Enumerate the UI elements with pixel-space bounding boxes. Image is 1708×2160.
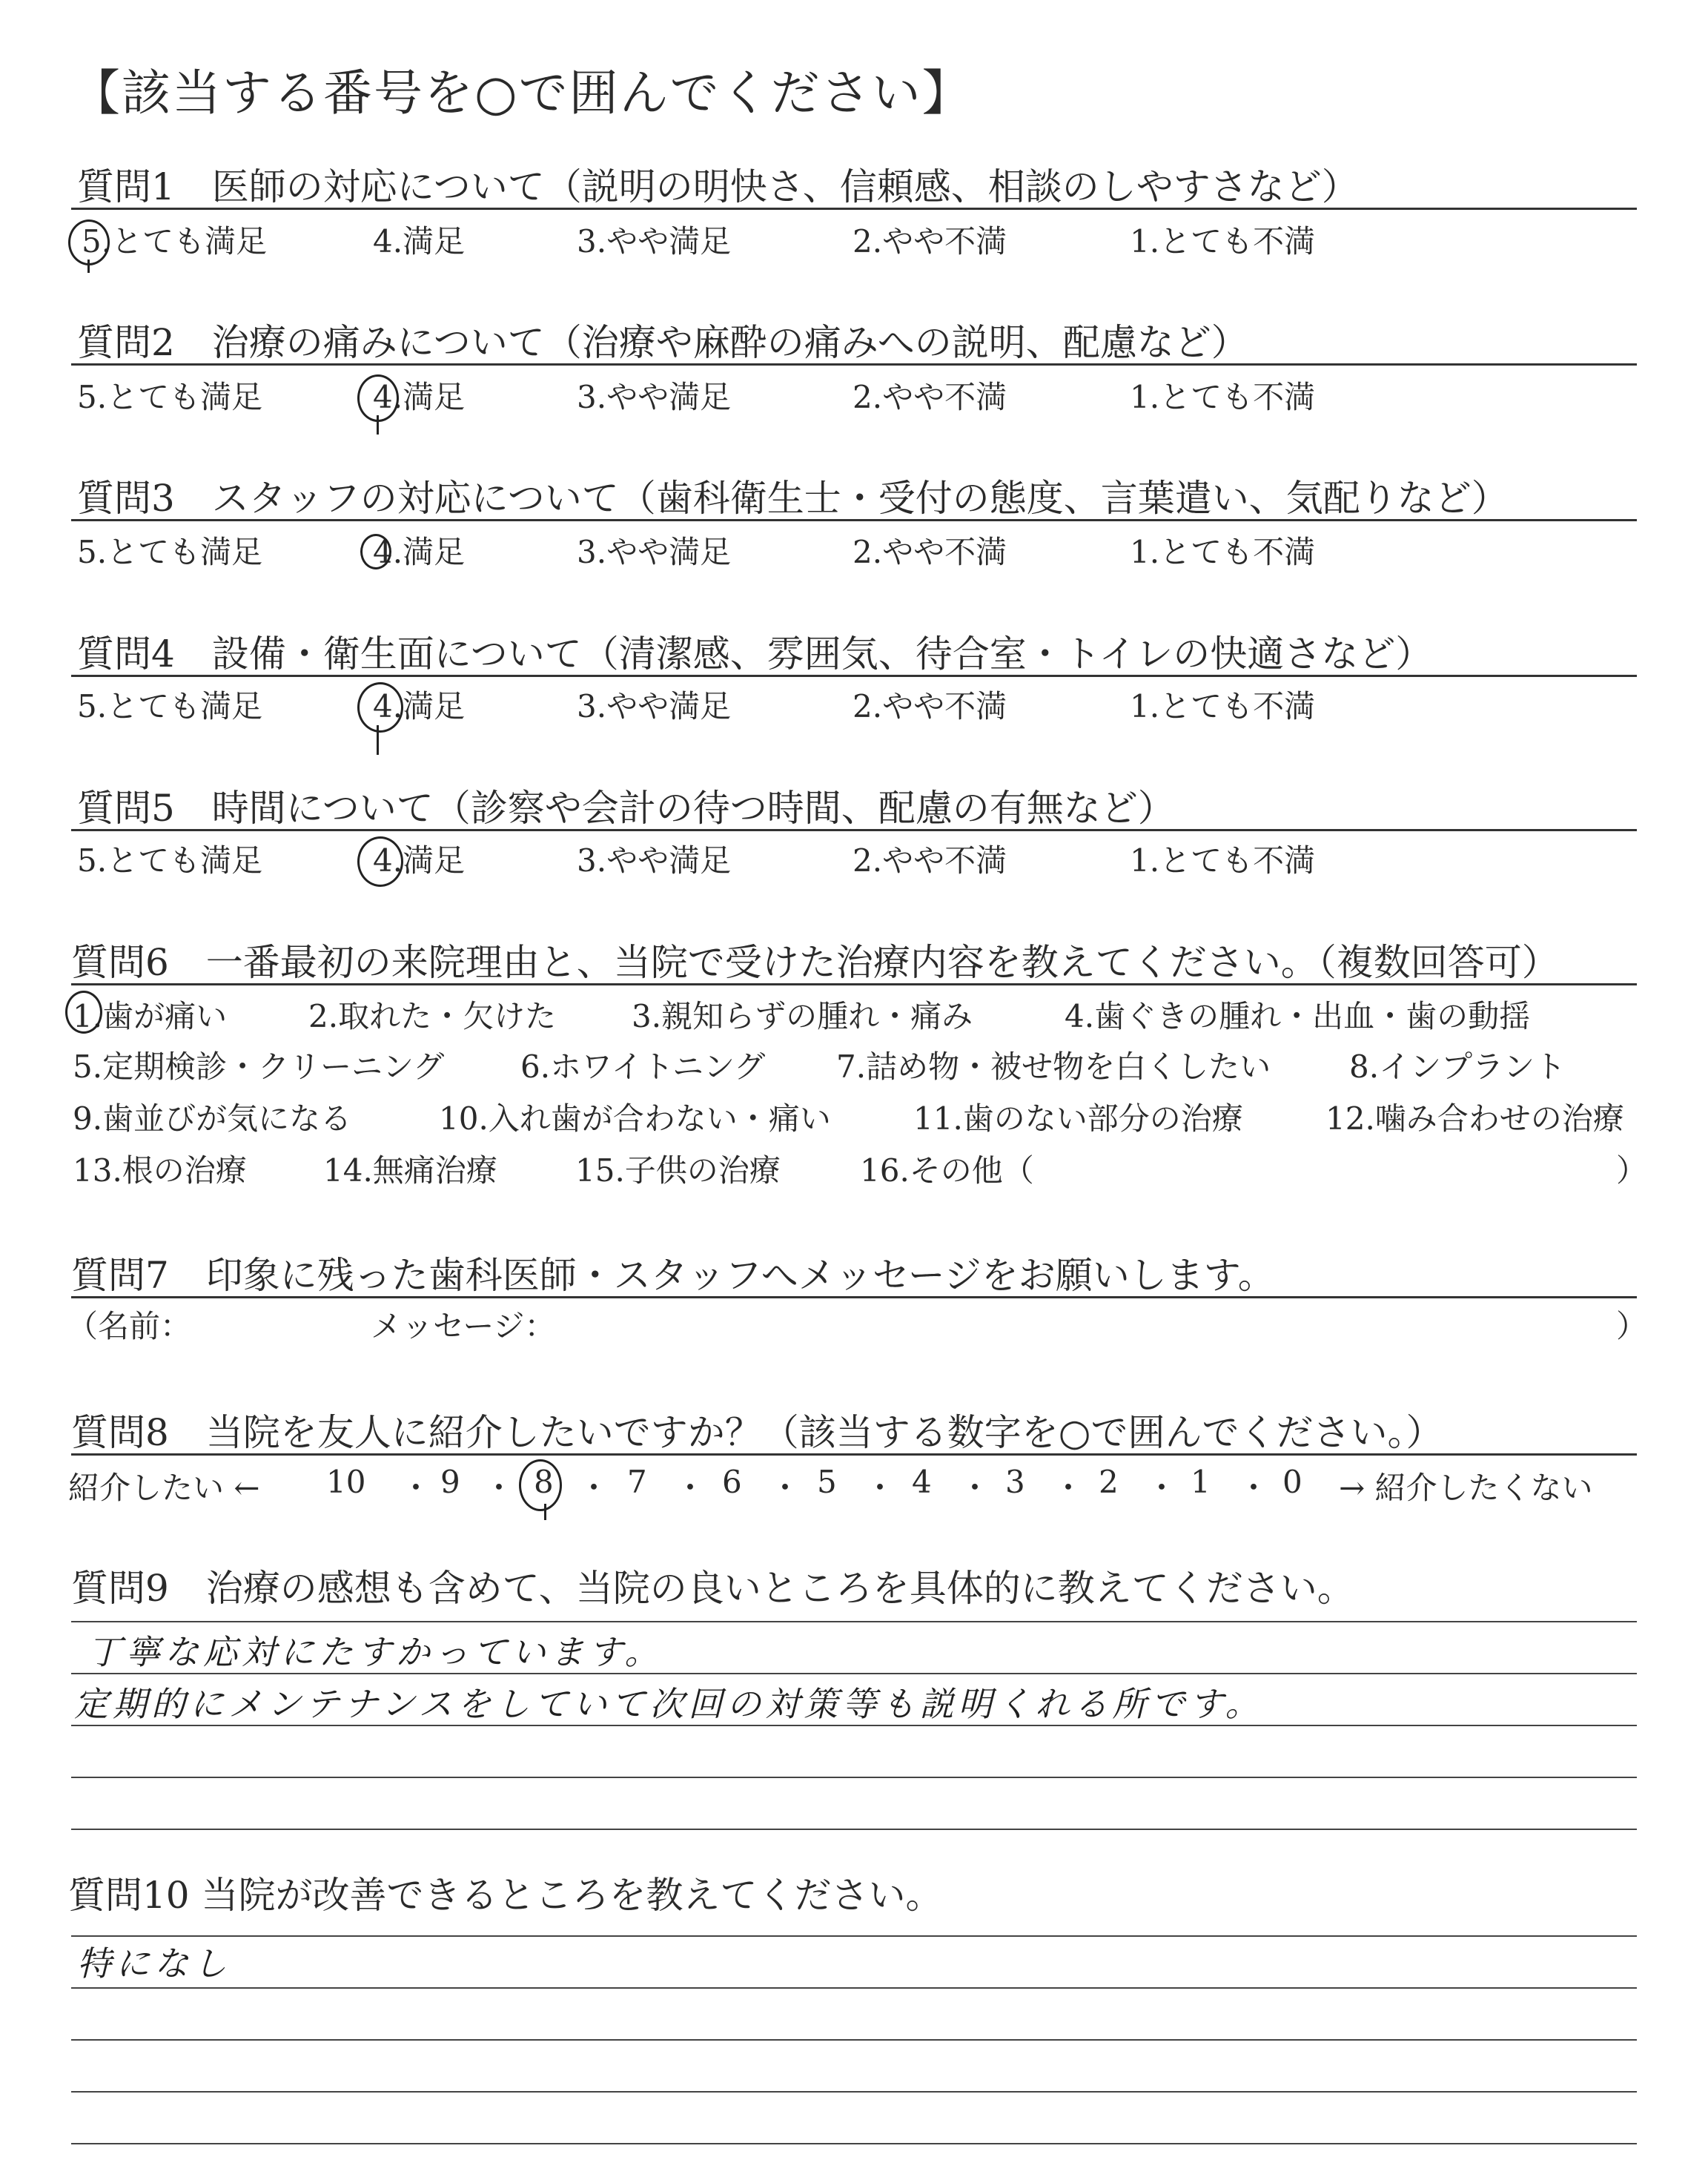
message-label: メッセージ：: [371, 1308, 556, 1344]
answer-line: [71, 2091, 1637, 2093]
rating-option-2[interactable]: 2.やや不満: [853, 688, 1007, 724]
divider: [71, 675, 1637, 677]
rating-option-1[interactable]: 1.とても不満: [1130, 688, 1316, 724]
answer-line: [71, 2039, 1637, 2041]
rating-option-1[interactable]: 1.とても不満: [1130, 842, 1316, 879]
rating-option-3[interactable]: 3.やや満足: [577, 842, 732, 879]
reason-option[interactable]: 8.インプラント: [1349, 1048, 1566, 1085]
selection-circle: [357, 836, 403, 887]
reason-option[interactable]: 7.詰め物・被せ物を白くしたい: [836, 1048, 1271, 1085]
scale-dot: ・: [578, 1470, 610, 1506]
reason-option[interactable]: 3.親知らずの腫れ・痛み: [632, 998, 973, 1034]
question-title: 質問9 治療の感想も含めて、当院の良いところを具体的に教えてください。: [71, 1567, 1354, 1610]
divider: [71, 1453, 1637, 1456]
scale-value-10[interactable]: 10: [326, 1464, 366, 1500]
reason-option[interactable]: 2.取れた・欠けた: [308, 998, 557, 1034]
selection-circle-tail: [377, 415, 379, 435]
answer-line: [71, 2143, 1637, 2144]
divider: [71, 829, 1637, 831]
rating-option-4[interactable]: 4.満足: [373, 379, 466, 415]
question-title: 質問3 スタッフの対応について（歯科衛生士・受付の態度、言葉遣い、気配りなど）: [77, 477, 1509, 520]
close-paren: ）: [1616, 1152, 1648, 1189]
recommend-left-label: 紹介したい ←: [68, 1470, 260, 1506]
question-title: 質問7 印象に残った歯科医師・スタッフへメッセージをお願いします。: [71, 1254, 1275, 1297]
divider: [71, 983, 1637, 985]
rating-option-1[interactable]: 1.とても不満: [1130, 223, 1316, 260]
reason-option[interactable]: 11.歯のない部分の治療: [913, 1100, 1243, 1137]
rating-option-3[interactable]: 3.やや満足: [577, 379, 732, 415]
rating-option-2[interactable]: 2.やや不満: [853, 379, 1007, 415]
handwritten-answer-line: 特になし: [77, 1943, 231, 1984]
question-title: 質問6 一番最初の来院理由と、当院で受けた治療内容を教えてください。（複数回答可）: [71, 941, 1559, 984]
selection-circle: [360, 534, 391, 569]
selection-circle: [519, 1459, 562, 1511]
scale-value-6[interactable]: 6: [722, 1464, 742, 1500]
selection-circle: [357, 682, 403, 733]
reason-option[interactable]: 14.無痛治療: [323, 1152, 497, 1189]
reason-option[interactable]: 1.歯が痛い: [73, 998, 228, 1034]
selection-circle: [68, 219, 110, 265]
question-title: 質問2 治療の痛みについて（治療や麻酔の痛みへの説明、配慮など）: [77, 321, 1248, 364]
scale-value-3[interactable]: 3: [1005, 1464, 1025, 1500]
reason-option[interactable]: 5.定期検診・クリーニング: [73, 1048, 445, 1085]
rating-option-5[interactable]: 5.とても満足: [82, 223, 268, 260]
scale-dot: ・: [400, 1470, 432, 1506]
question-title: 質問5 時間について（診察や会計の待つ時間、配慮の有無など）: [77, 787, 1175, 830]
reason-option[interactable]: 15.子供の治療: [575, 1152, 781, 1189]
selection-circle: [65, 991, 102, 1034]
question-title: 質問10 当院が改善できるところを教えてください。: [68, 1874, 943, 1917]
reason-option[interactable]: 9.歯並びが気になる: [73, 1100, 352, 1137]
answer-line: [71, 1987, 1637, 1989]
divider: [71, 1296, 1637, 1298]
close-paren: ）: [1616, 1308, 1648, 1344]
scale-value-2[interactable]: 2: [1099, 1464, 1119, 1500]
divider: [71, 519, 1637, 521]
rating-option-3[interactable]: 3.やや満足: [577, 223, 732, 260]
question-title: 質問4 設備・衛生面について（清潔感、雰囲気、待合室・トイレの快適さなど）: [77, 633, 1433, 676]
recommend-right-label: → 紹介したくない: [1339, 1470, 1593, 1506]
rating-option-3[interactable]: 3.やや満足: [577, 688, 732, 724]
selection-circle-tail: [377, 725, 379, 755]
rating-option-3[interactable]: 3.やや満足: [577, 534, 732, 570]
scale-dot: ・: [959, 1470, 991, 1506]
rating-option-4[interactable]: 4.満足: [373, 223, 466, 260]
answer-line: [71, 1621, 1637, 1622]
answer-line: [71, 1829, 1637, 1830]
reason-option[interactable]: 6.ホワイトニング: [520, 1048, 766, 1085]
rating-option-5[interactable]: 5.とても満足: [77, 842, 263, 879]
scale-value-4[interactable]: 4: [912, 1464, 932, 1500]
name-label: （名前：: [67, 1308, 192, 1344]
rating-option-2[interactable]: 2.やや不満: [853, 534, 1007, 570]
rating-option-4[interactable]: 4.満足: [373, 534, 466, 570]
scale-dot: ・: [1146, 1470, 1178, 1506]
selection-circle-tail: [544, 1504, 546, 1520]
divider: [71, 208, 1637, 210]
scale-value-5[interactable]: 5: [817, 1464, 837, 1500]
reason-option[interactable]: 13.根の治療: [73, 1152, 247, 1189]
question-title: 質問8 当院を友人に紹介したいですか？（該当する数字を○で囲んでください。）: [71, 1411, 1443, 1454]
rating-option-1[interactable]: 1.とても不満: [1130, 534, 1316, 570]
scale-value-1[interactable]: 1: [1191, 1464, 1211, 1500]
answer-line: [71, 1935, 1637, 1937]
scale-dot: ・: [1238, 1470, 1270, 1506]
reason-option[interactable]: 10.入れ歯が合わない・痛い: [439, 1100, 831, 1137]
reason-option[interactable]: 12.噛み合わせの治療: [1325, 1100, 1624, 1137]
rating-option-2[interactable]: 2.やや不満: [853, 842, 1007, 879]
form-header: 【該当する番号を○で囲んでください】: [71, 65, 973, 122]
rating-option-2[interactable]: 2.やや不満: [853, 223, 1007, 260]
handwritten-answer-line: 定期的にメンテナンスをしていて次回の対策等も説明くれる所です。: [74, 1684, 1264, 1724]
rating-option-4[interactable]: 4.満足: [373, 842, 466, 879]
rating-option-5[interactable]: 5.とても満足: [77, 379, 263, 415]
rating-option-4[interactable]: 4.満足: [373, 688, 466, 724]
answer-line: [71, 1777, 1637, 1778]
reason-option[interactable]: 4.歯ぐきの腫れ・出血・歯の動揺: [1065, 998, 1531, 1034]
scale-dot: ・: [1053, 1470, 1085, 1506]
scale-value-8[interactable]: 8: [534, 1464, 554, 1500]
scale-dot: ・: [675, 1470, 706, 1506]
rating-option-5[interactable]: 5.とても満足: [77, 534, 263, 570]
rating-option-1[interactable]: 1.とても不満: [1130, 379, 1316, 415]
question-title: 質問1 医師の対応について（説明の明快さ、信頼感、相談のしやすさなど）: [77, 165, 1359, 208]
divider: [71, 363, 1637, 366]
rating-option-5[interactable]: 5.とても満足: [77, 688, 263, 724]
scale-dot: ・: [769, 1470, 801, 1506]
selection-circle-tail: [87, 260, 90, 273]
scale-dot: ・: [864, 1470, 896, 1506]
scale-dot: ・: [483, 1470, 515, 1506]
scale-value-0[interactable]: 0: [1282, 1464, 1302, 1500]
scale-value-7[interactable]: 7: [627, 1464, 647, 1500]
scale-value-9[interactable]: 9: [440, 1464, 460, 1500]
handwritten-answer-line: 丁寧な応対にたすかっています。: [87, 1632, 663, 1672]
reason-option-other[interactable]: 16.その他（: [860, 1152, 1034, 1189]
